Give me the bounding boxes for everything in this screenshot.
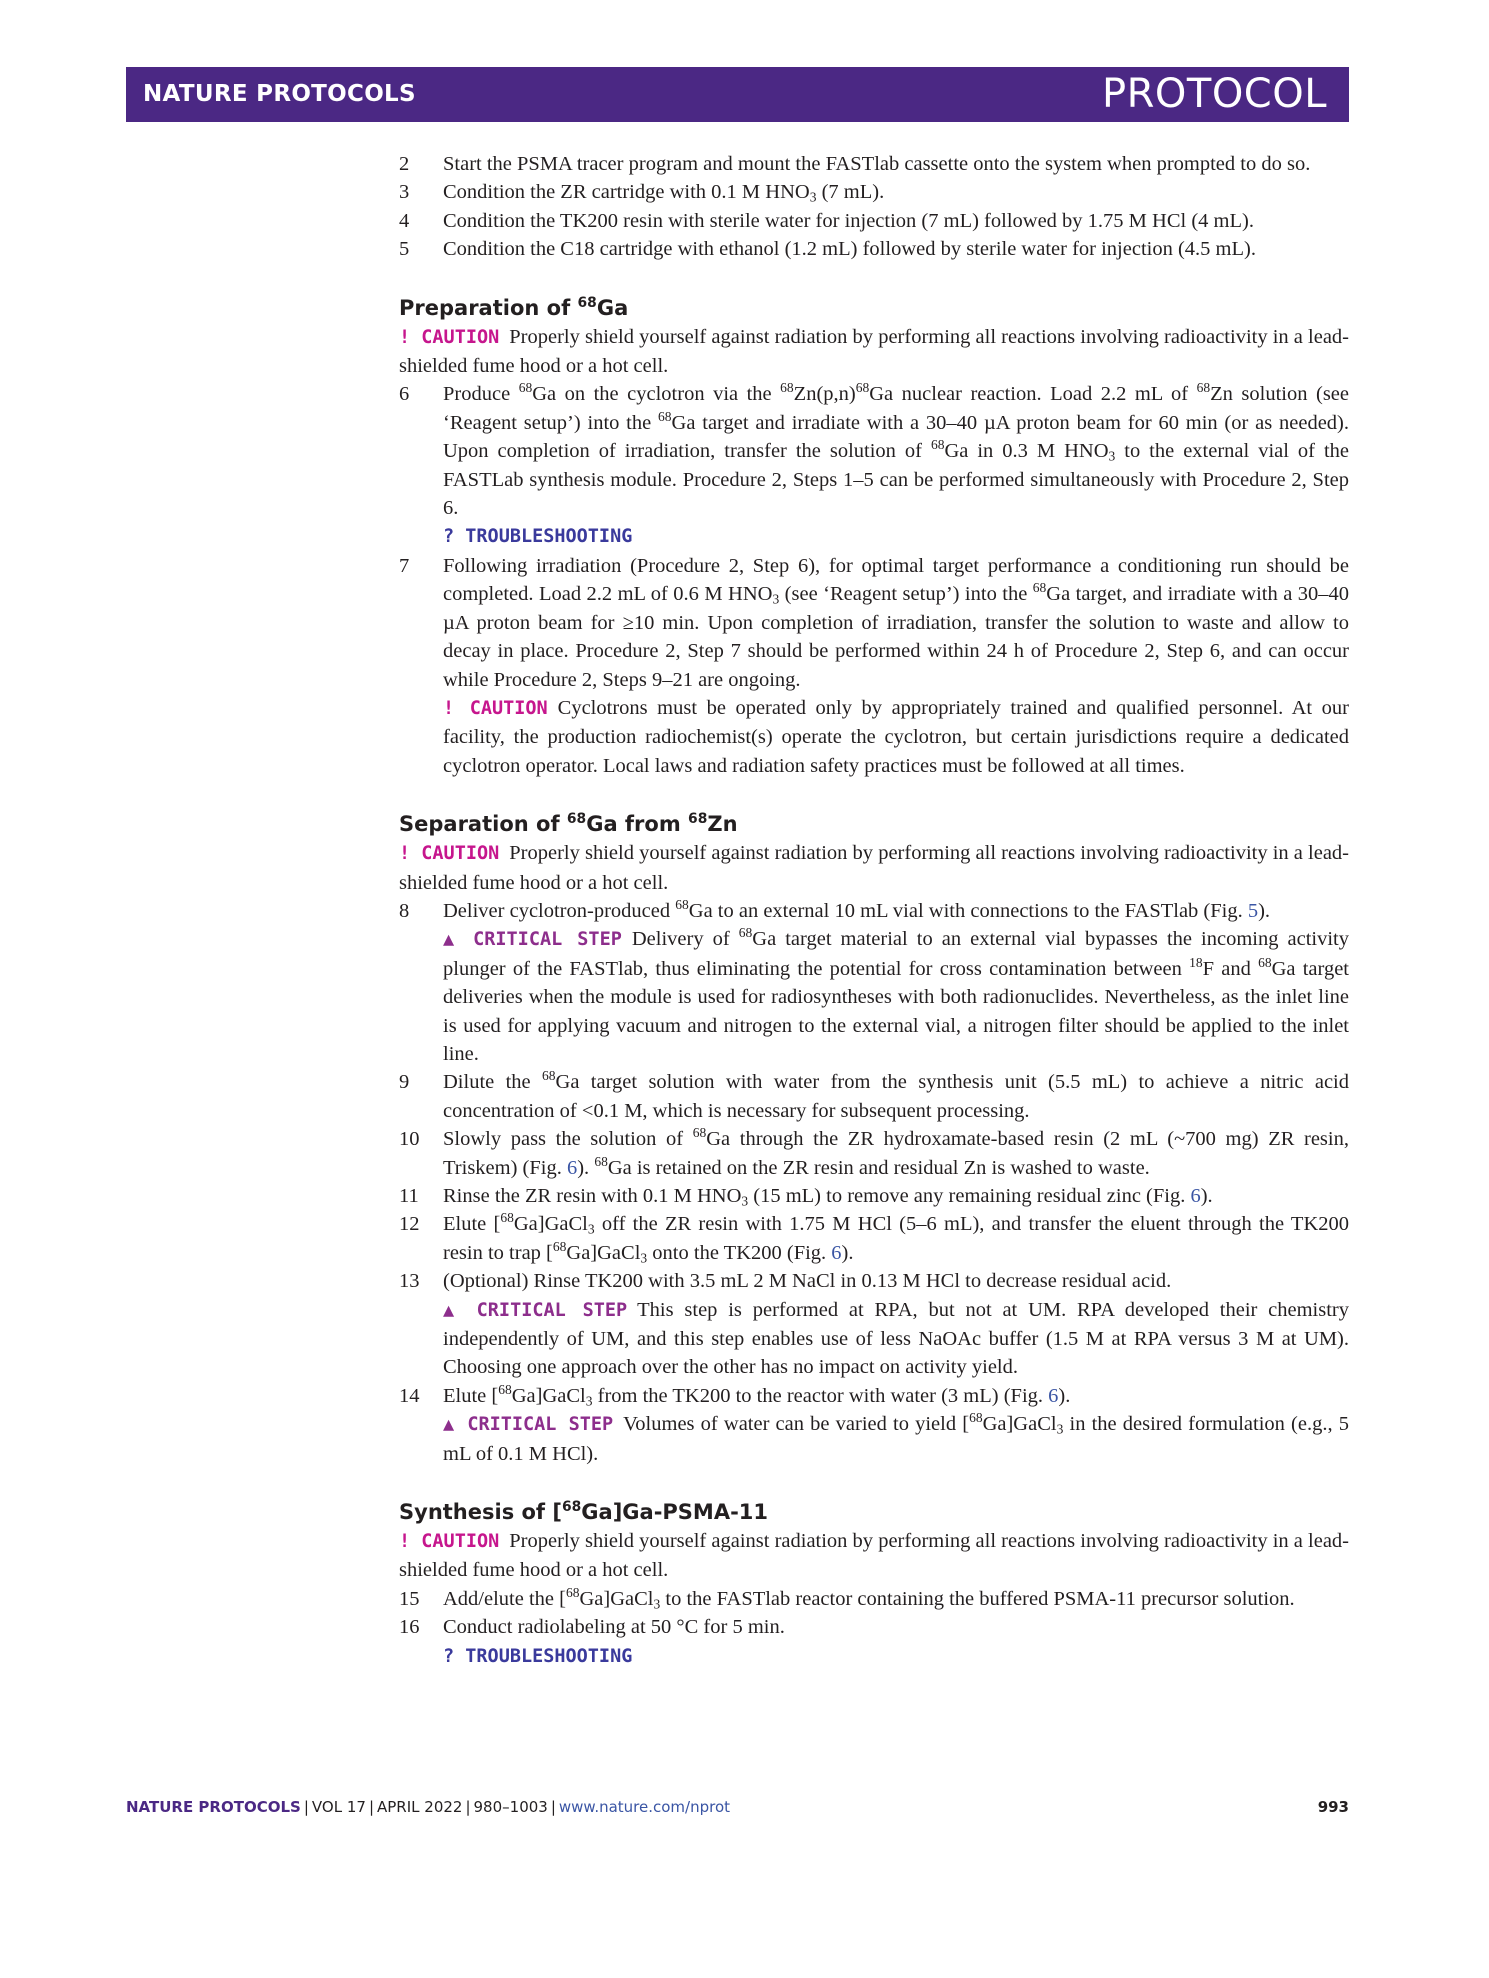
step-text: Slowly pass the solution of (443, 1128, 693, 1151)
mass-number: 68 (1196, 380, 1211, 396)
footer-journal: NATURE PROTOCOLS (126, 1798, 301, 1816)
caution-label: ! CAUTION (399, 326, 500, 348)
step-8 (399, 897, 1349, 1068)
step-text: Rinse the ZR resin with 0.1 M HNO (443, 1185, 742, 1207)
step-text: Condition the C18 cartridge with ethanol (1.2 mL) followed by sterile water for injection (4.5 mL). (443, 238, 1256, 261)
step-text: Following irradiation (Procedure 2, Step 6), for optimal target performance a conditioning run should be completed. Load 2.2 mL of 0.6 M HNO (443, 554, 1349, 606)
page-number: 993 (1317, 1798, 1349, 1816)
step-text: Condition the TK200 resin with sterile water for injection (7 mL) followed by 1.75 M HCl (4 mL). (443, 209, 1254, 232)
caution-note (399, 323, 1349, 381)
figure-link[interactable]: 5 (1247, 899, 1259, 922)
subscript: 3 (587, 1221, 595, 1237)
heading-text: Zn (707, 812, 738, 837)
step-text: Add/elute the [ (443, 1587, 566, 1610)
subscript: 3 (640, 1250, 648, 1266)
step-text: Ga to an external 10 mL vial with connections to the FASTlab (Fig. (688, 899, 1248, 922)
note-text: Ga]GaCl (982, 1413, 1057, 1436)
mass-number: 18 (1189, 954, 1203, 970)
step-text: Ga on the cyclotron via the (532, 383, 781, 406)
mass-number: 68 (561, 1499, 582, 1516)
step-number: 13 (399, 1270, 420, 1293)
figure-link[interactable]: 6 (1048, 1384, 1059, 1407)
step-number: 10 (399, 1128, 420, 1151)
step-number: 9 (399, 1071, 410, 1094)
step-text: off the ZR resin with 1.75 M HCl (5–6 mL), and transfer the eluent through the TK200 resin to trap [ (443, 1213, 1349, 1264)
subscript: 3 (585, 1393, 593, 1409)
mass-number: 68 (518, 380, 533, 396)
step-text: Ga through the ZR hydroxamate-based resin (2 mL (~700 mg) ZR resin, Triskem) (Fig. (443, 1128, 1349, 1179)
step-11 (399, 1182, 1349, 1210)
step-5 (399, 235, 1349, 263)
note-text: in the desired formulation (e.g., 5 mL of 0.1 M HCl). (443, 1413, 1349, 1465)
step-text: Zn solution (see ‘Reagent setup’) into the (443, 383, 1349, 434)
troubleshooting-link[interactable]: ? TROUBLESHOOTING (443, 526, 633, 548)
step-text: Ga nuclear reaction. Load 2.2 mL of (869, 383, 1197, 406)
mass-number: 68 (565, 1585, 580, 1601)
step-number: 15 (399, 1587, 420, 1610)
mass-number: 68 (780, 380, 794, 396)
section-heading-separation (399, 809, 1349, 839)
troubleshooting-link[interactable]: ? TROUBLESHOOTING (443, 1645, 633, 1667)
critical-step-note (443, 1410, 1349, 1468)
step-number: 11 (399, 1185, 419, 1207)
note-text: Volumes of water can be varied to yield [ (623, 1413, 970, 1436)
journal-name: NATURE PROTOCOLS (143, 81, 416, 107)
step-text: Ga is retained on the ZR resin and residual Zn is washed to waste. (607, 1156, 1150, 1179)
header-bar (126, 67, 1349, 122)
step-number: 12 (399, 1213, 420, 1236)
caution-label: ! CAUTION (399, 1531, 500, 1553)
mass-number: 68 (594, 1153, 608, 1169)
step-text: Ga]GaCl (511, 1384, 586, 1407)
caution-note (443, 694, 1349, 780)
step-text: Condition the ZR cartridge with 0.1 M HNO (443, 181, 810, 204)
figure-link[interactable]: 6 (1190, 1185, 1201, 1207)
step-text: from the TK200 to the reactor with water (3 mL) (Fig. (592, 1384, 1049, 1407)
step-14 (399, 1382, 1349, 1468)
critical-step-note (443, 1296, 1349, 1382)
caution-text: Properly shield yourself against radiation by performing all reactions involving radioactivity in a lead-shielded fume hood or a hot cell. (399, 325, 1349, 378)
step-text: (15 mL) to remove any remaining residual zinc (Fig. (748, 1185, 1191, 1207)
step-text: Elute [ (443, 1213, 501, 1236)
step-number: 2 (399, 153, 410, 175)
step-text: ). (1200, 1185, 1213, 1207)
note-text: Delivery of (631, 928, 739, 951)
step-text: (see ‘Reagent setup’) into the (779, 583, 1033, 606)
subscript: 3 (741, 1193, 749, 1209)
step-text: Elute [ (443, 1384, 499, 1407)
procedure-content (399, 150, 1349, 1671)
heading-text: Ga]Ga-PSMA-11 (581, 1500, 769, 1525)
step-text: Ga target, and irradiate with a 30–40 µA proton beam for ≥10 min. Upon completion of irradiation, transfer the solution to waste and allow to decay in place. Procedure 2, Step 7 should be performed within 24 h of Procedure 2, Step 6, and can occur while Procedure 2, Steps 9–21 are ongoing. (443, 583, 1349, 691)
step-number: 3 (399, 181, 410, 204)
heading-text: Preparation of (399, 295, 578, 320)
step-text: Ga target solution with water from the synthesis unit (5.5 mL) to achieve a nitric acid concentration of <0.1 M, which is necessary for subsequent processing. (443, 1071, 1349, 1122)
step-number: 4 (399, 209, 410, 232)
step-text: ). (1058, 1384, 1071, 1407)
step-2 (399, 150, 1349, 178)
step-number: 16 (399, 1616, 420, 1639)
mass-number: 68 (675, 897, 689, 913)
mass-number: 68 (498, 1382, 512, 1397)
mass-number: 68 (688, 811, 708, 828)
step-number: 7 (399, 554, 410, 577)
critical-step-label: ▲ CRITICAL STEP (443, 1414, 614, 1436)
mass-number: 68 (552, 1238, 567, 1254)
mass-number: 68 (930, 437, 945, 453)
step-9 (399, 1068, 1349, 1125)
step-text: ). (577, 1156, 595, 1179)
step-7 (399, 552, 1349, 780)
step-text: ). (841, 1241, 854, 1264)
step-text: Conduct radiolabeling at 50 °C for 5 min. (443, 1616, 785, 1639)
step-6 (399, 380, 1349, 551)
note-text: Ga target material to an external vial bypasses the incoming activity plunger of the FASTlab, thus eliminating the potential for cross contamination between (443, 928, 1349, 980)
caution-note (399, 839, 1349, 897)
step-text: ). (1258, 899, 1271, 922)
heading-text: Ga from (586, 812, 689, 837)
step-13 (399, 1267, 1349, 1382)
mass-number: 68 (658, 409, 672, 424)
step-text: onto the TK200 (Fig. (647, 1241, 832, 1264)
subscript: 3 (772, 591, 780, 607)
step-text: to the external vial of the FASTLab synthesis module. Procedure 2, Steps 1–5 can be performed simultaneously with Procedure 2, Step 6. (443, 440, 1350, 520)
footer-url-link[interactable]: www.nature.com/nprot (558, 1798, 731, 1816)
mass-number: 68 (969, 1410, 983, 1426)
critical-step-note (443, 925, 1349, 1068)
mass-number: 68 (1258, 954, 1272, 970)
note-text: This step is performed at RPA, but not at UM. RPA developed their chemistry independently of UM, and this step enables use of less NaOAc buffer (1.5 M at RPA versus 3 M at UM). Choosing one approach over the other has no impact on activity yield. (443, 1298, 1349, 1379)
footer-volume: VOL 17 (311, 1798, 366, 1816)
step-12 (399, 1210, 1349, 1267)
troubleshooting-note (443, 1642, 1349, 1671)
step-number: 6 (399, 383, 410, 406)
step-text: Ga target and irradiate with a 30–40 µA proton beam for 60 min (or as needed). Upon completion of irradiation, transfer the solution of (443, 411, 1349, 463)
step-text: Dilute the (443, 1071, 543, 1094)
step-16 (399, 1613, 1349, 1671)
mass-number: 68 (855, 380, 870, 396)
figure-link[interactable]: 6 (831, 1241, 842, 1264)
step-text: Start the PSMA tracer program and mount the FASTlab cassette onto the system when prompted to do so. (443, 153, 1311, 175)
mass-number: 68 (1032, 580, 1047, 596)
caution-text: Properly shield yourself against radiation by performing all reactions involving radioactivity in a lead-shielded fume hood or a hot cell. (399, 842, 1349, 894)
mass-number: 68 (500, 1210, 514, 1226)
section-heading-synthesis (399, 1497, 1349, 1527)
footer-pages: 980–1003 (473, 1798, 548, 1816)
step-3 (399, 178, 1349, 206)
note-text: F and (1202, 957, 1259, 980)
footer-date: APRIL 2022 (377, 1798, 463, 1816)
step-text: Ga in 0.3 M HNO (944, 440, 1109, 463)
step-text: Ga]GaCl (579, 1587, 654, 1610)
step-number: 14 (399, 1384, 420, 1407)
figure-link[interactable]: 6 (566, 1156, 578, 1179)
critical-step-label: ▲ CRITICAL STEP (443, 1299, 628, 1321)
critical-step-label: ▲ CRITICAL STEP (443, 929, 622, 951)
note-text: Ga target deliveries when the module is used for radiosyntheses with both radionuclides. Nevertheless, as the inlet line is used for applying vacuum and nitrogen to the external vial, a nitrogen filter should be applied to the inlet line. (443, 957, 1349, 1065)
heading-text: Synthesis of [ (399, 1500, 562, 1525)
troubleshooting-note (443, 522, 1349, 551)
mass-number: 68 (542, 1068, 556, 1084)
step-10 (399, 1125, 1349, 1182)
caution-note (399, 1527, 1349, 1585)
subscript: 3 (1108, 448, 1116, 464)
caution-label: ! CAUTION (399, 843, 500, 865)
step-4 (399, 207, 1349, 235)
step-text: Zn(p,n) (793, 383, 856, 406)
caution-text: Cyclotrons must be operated only by appropriately trained and qualified personnel. At our facility, the production radiochemist(s) operate the cyclotron, but certain jurisdictions require a dedicated cyclotron operator. Local laws and radiation safety practices must be followed at all times. (443, 696, 1349, 777)
subscript: 3 (1056, 1421, 1064, 1437)
subscript: 3 (653, 1596, 661, 1612)
section-type: PROTOCOL (1101, 71, 1327, 117)
step-text: Ga]GaCl (566, 1241, 641, 1264)
step-text: (Optional) Rinse TK200 with 3.5 mL 2 M NaCl in 0.13 M HCl to decrease residual acid. (443, 1270, 1172, 1293)
section-heading-preparation (399, 293, 1349, 323)
step-text: Deliver cyclotron-produced (443, 899, 676, 922)
step-15 (399, 1585, 1349, 1613)
step-number: 8 (399, 899, 410, 922)
caution-text: Properly shield yourself against radiation by performing all reactions involving radioactivity in a lead-shielded fume hood or a hot cell. (399, 1530, 1349, 1582)
footer-citation: NATURE PROTOCOLS | VOL 17 | APRIL 2022 | 980–1003 | www.nature.com/nprot (126, 1798, 731, 1816)
step-text: Ga]GaCl (513, 1213, 588, 1236)
heading-text: Ga (596, 295, 629, 320)
mass-number: 68 (692, 1125, 707, 1141)
step-text: (7 mL). (816, 181, 885, 204)
step-text: to the FASTlab reactor containing the buffered PSMA-11 precursor solution. (660, 1587, 1295, 1610)
mass-number: 68 (566, 811, 587, 828)
subscript: 3 (809, 189, 817, 205)
step-number: 5 (399, 238, 410, 261)
caution-label: ! CAUTION (443, 697, 548, 719)
heading-text: Separation of (399, 812, 567, 837)
step-text: Produce (443, 383, 519, 406)
mass-number: 68 (577, 294, 597, 311)
mass-number: 68 (738, 925, 753, 941)
